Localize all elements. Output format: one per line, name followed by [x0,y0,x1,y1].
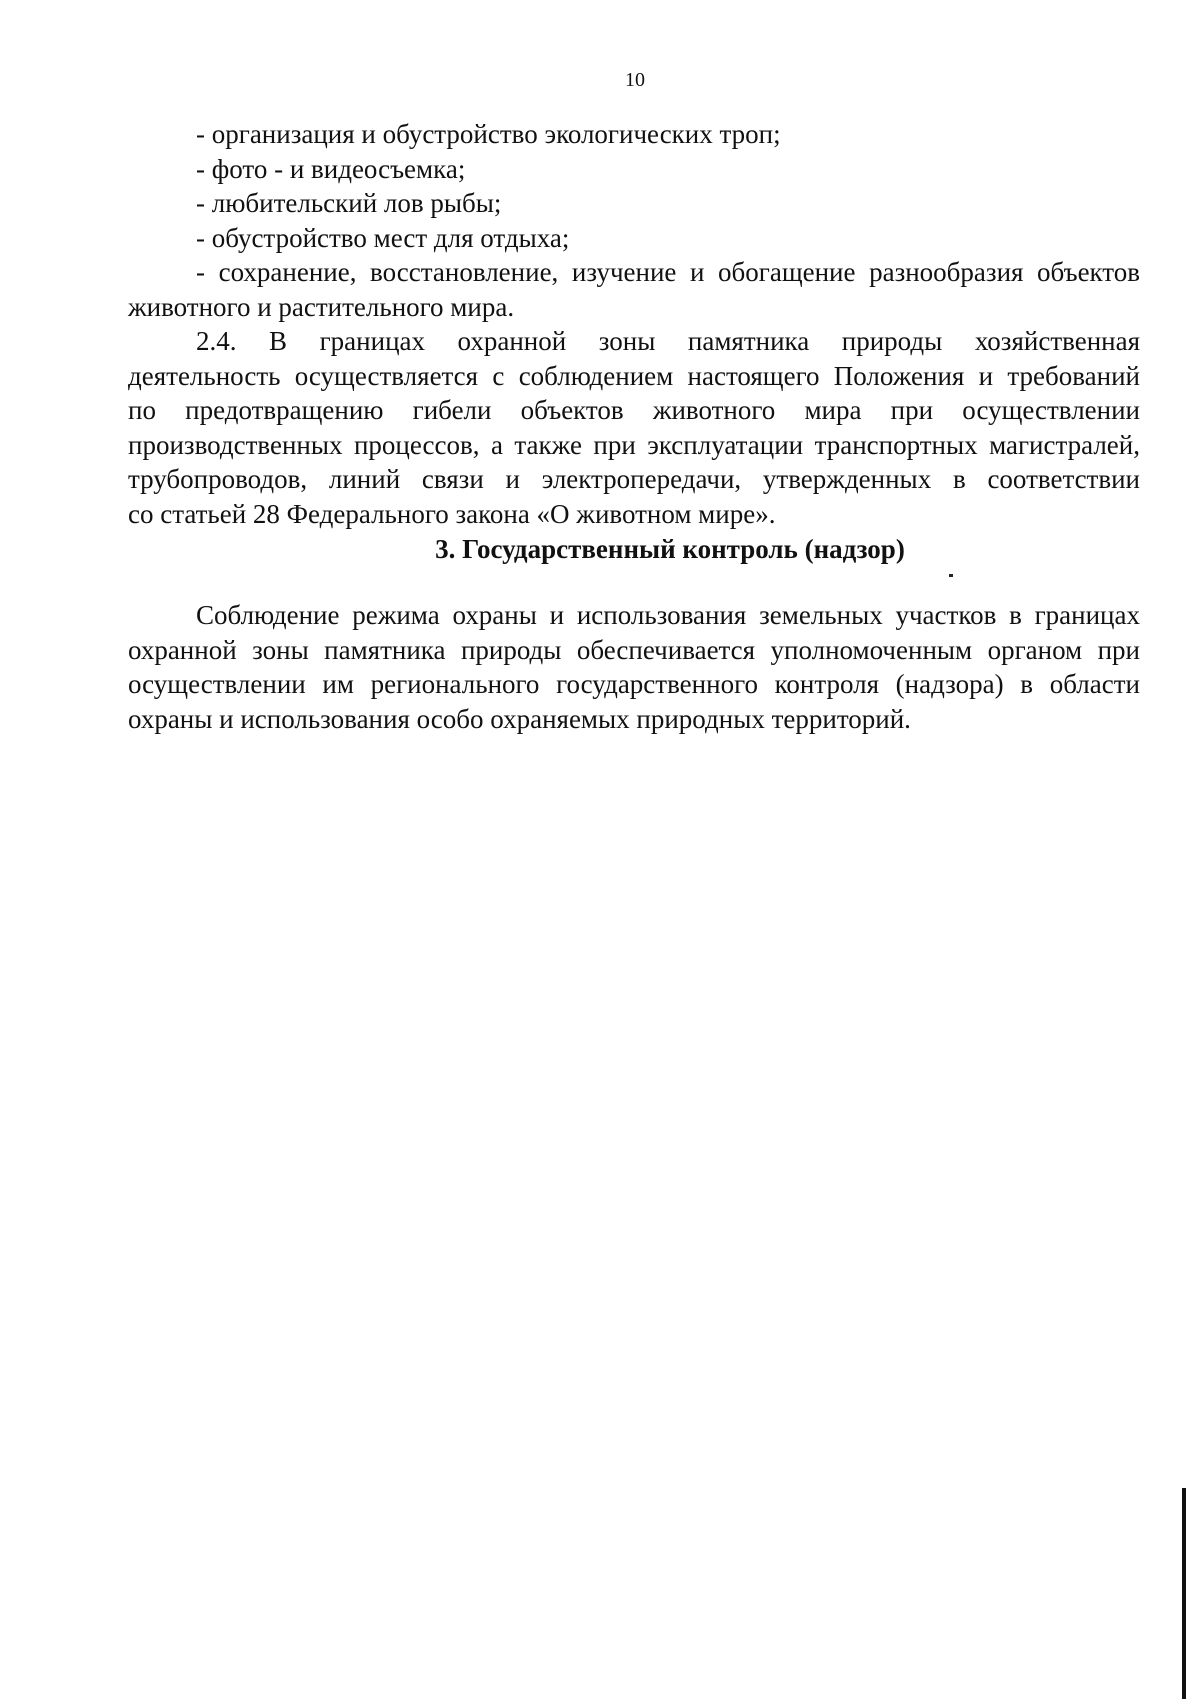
paragraph-line: по предотвращению гибели объектов животного мира при осуществлении [128,395,1140,425]
section-3-paragraph [128,598,1140,736]
paragraph-line: охранной зоны памятника природы обеспечивается уполномоченным органом при [128,634,1140,665]
list-item: - сохранение, восстановление, изучение и обогащение разнообразия объектов [196,257,1140,287]
section-heading: 3. Государственный контроль (надзор) [435,534,905,564]
paragraph-line: деятельность осуществляется с соблюдением настоящего Положения и требований [128,360,1140,391]
page-edge-rule [1182,1488,1186,1699]
list-item: - обустройство мест для отдыха; [196,222,570,253]
paragraph-line: производственных процессов, а также при эксплуатации транспортных магистралей, [128,429,1140,460]
paragraph-line: 2.4. В границах охранной зоны памятника природы хозяйственная [196,326,1140,356]
list-item-continuation: животного и растительного мира. [128,291,515,322]
scan-mark [949,574,953,577]
list-item: - фото - и видеосъемка; [196,153,466,184]
permitted-activities-list [128,117,1140,531]
paragraph-line: Соблюдение режима охраны и использования земельных участков в границах [196,600,1140,630]
list-item: - организация и обустройство экологических троп; [196,119,781,149]
list-item: - любительский лов рыбы; [196,188,502,218]
paragraph-line: со статьей 28 Федерального закона «О животном мире». [128,498,776,529]
page-number: 10 [625,69,645,91]
paragraph-line: трубопроводов, линий связи и электропередачи, утвержденных в соответствии [128,464,1140,494]
paragraph-line: осуществлении им регионального государственного контроля (надзора) в области [128,669,1140,699]
paragraph-line: охраны и использования особо охраняемых природных территорий. [128,703,911,734]
